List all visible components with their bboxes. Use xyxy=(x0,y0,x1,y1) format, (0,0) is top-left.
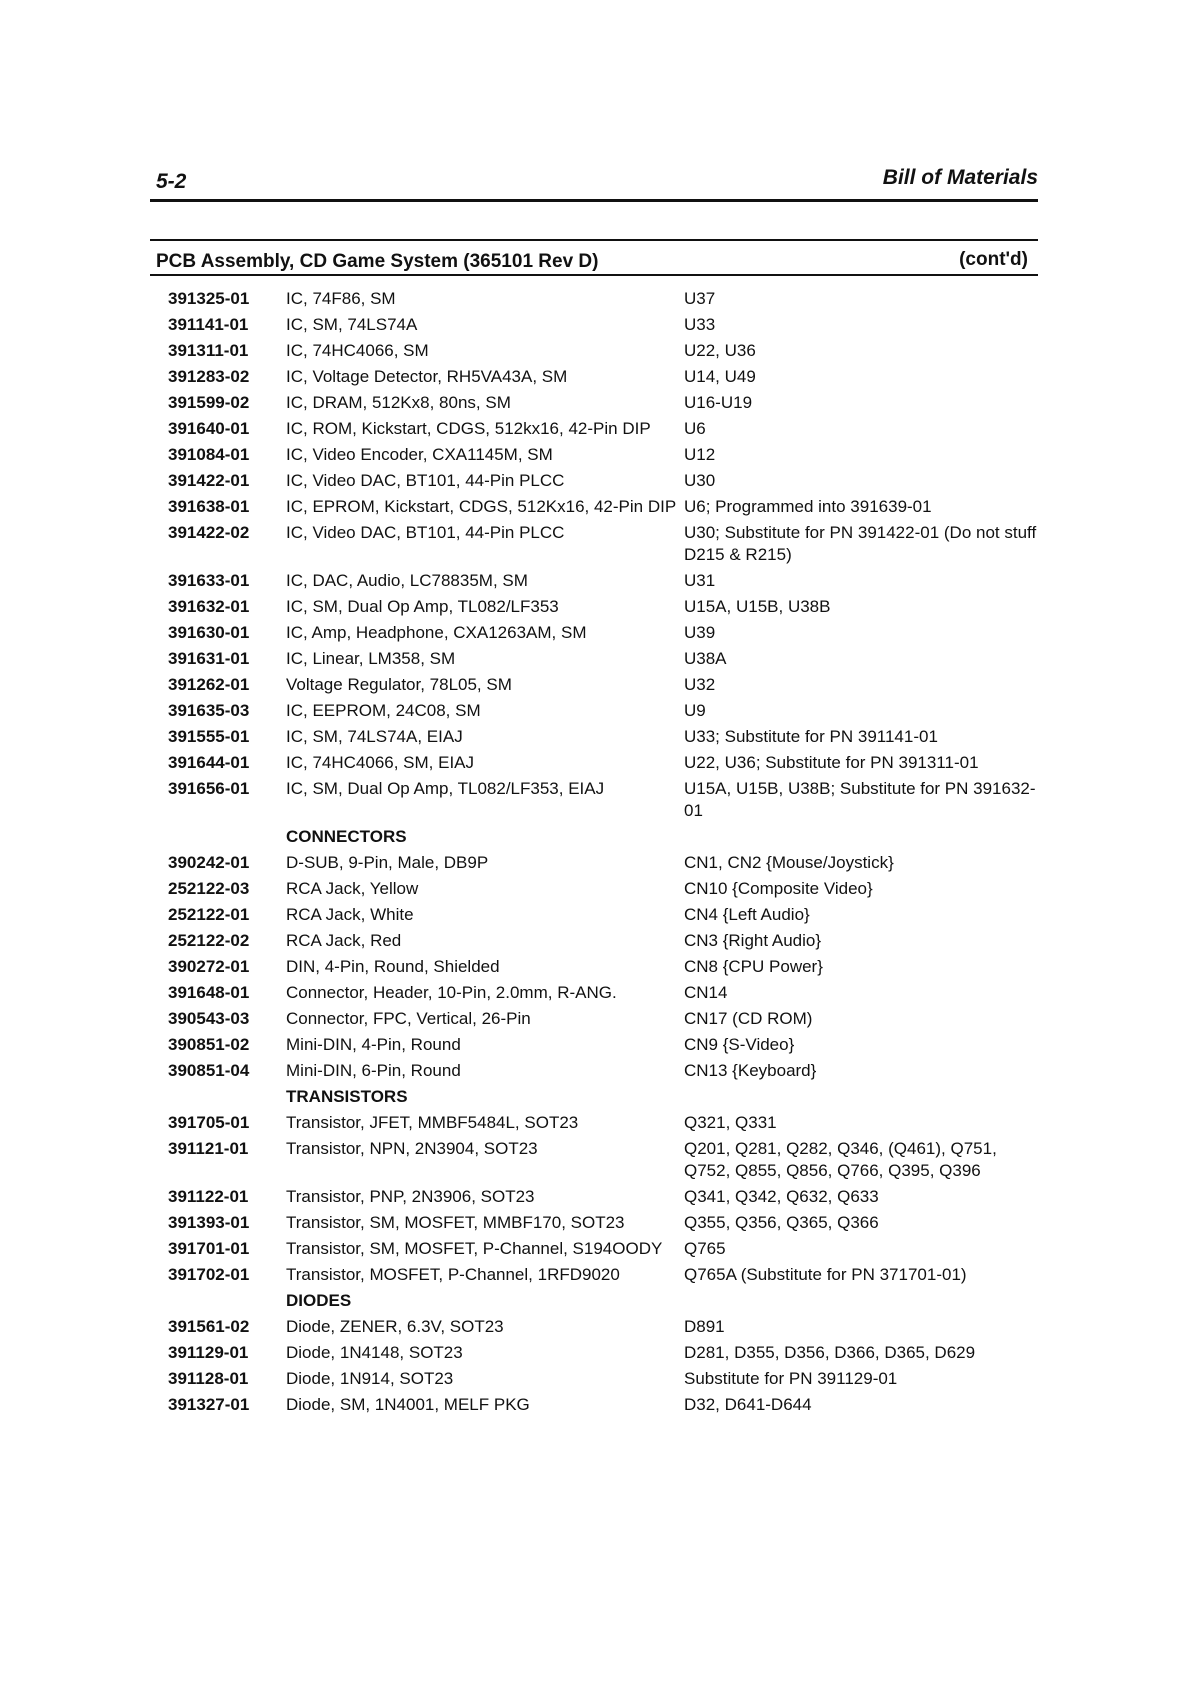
reference-cell: U38A xyxy=(684,649,727,668)
reference-cell: Q355, Q356, Q365, Q366 xyxy=(684,1213,879,1232)
table-row xyxy=(168,1186,1048,1212)
table-row xyxy=(168,418,1048,444)
reference-cell: U15A, U15B, U38B; Substitute for PN 391632-01 xyxy=(684,779,1036,820)
description-cell: Transistor, JFET, MMBF5484L, SOT23 xyxy=(286,1113,579,1132)
reference-cell: CN14 xyxy=(684,983,728,1002)
reference-cell: U22, U36; Substitute for PN 391311-01 xyxy=(684,753,979,772)
reference-cell: U14, U49 xyxy=(684,367,756,386)
reference-cell: CN9 {S-Video} xyxy=(684,1035,795,1054)
table-row xyxy=(168,700,1048,726)
part-number-cell: 391633-01 xyxy=(168,571,250,590)
table-row xyxy=(168,1112,1048,1138)
part-number-cell: 391638-01 xyxy=(168,497,250,516)
description-cell: Diode, ZENER, 6.3V, SOT23 xyxy=(286,1317,504,1336)
description-cell: IC, Video Encoder, CXA1145M, SM xyxy=(286,445,553,464)
description-cell: IC, Amp, Headphone, CXA1263AM, SM xyxy=(286,623,587,642)
category-heading-row xyxy=(168,1086,1048,1112)
header-divider xyxy=(150,199,1038,202)
description-cell: Diode, SM, 1N4001, MELF PKG xyxy=(286,1395,530,1414)
reference-cell: CN3 {Right Audio} xyxy=(684,931,822,950)
page-number: 5-2 xyxy=(156,170,187,193)
reference-cell: D891 xyxy=(684,1317,725,1336)
part-number-cell: 390851-04 xyxy=(168,1061,250,1080)
reference-cell: CN8 {CPU Power} xyxy=(684,957,823,976)
table-row xyxy=(168,596,1048,622)
reference-cell: U32 xyxy=(684,675,716,694)
table-row xyxy=(168,878,1048,904)
table-row xyxy=(168,852,1048,878)
table-row xyxy=(168,674,1048,700)
table-row xyxy=(168,1138,1048,1186)
description-cell: DIN, 4-Pin, Round, Shielded xyxy=(286,957,500,976)
reference-cell: U33 xyxy=(684,315,716,334)
description-cell: Mini-DIN, 4-Pin, Round xyxy=(286,1035,461,1054)
description-cell: RCA Jack, White xyxy=(286,905,414,924)
reference-cell: Q341, Q342, Q632, Q633 xyxy=(684,1187,879,1206)
table-row xyxy=(168,1060,1048,1086)
description-cell: IC, SM, 74LS74A, EIAJ xyxy=(286,727,463,746)
description-cell: IC, 74HC4066, SM, EIAJ xyxy=(286,753,475,772)
reference-cell: CN10 {Composite Video} xyxy=(684,879,873,898)
part-number-cell: 391262-01 xyxy=(168,675,250,694)
table-row xyxy=(168,1034,1048,1060)
reference-cell: Q765 xyxy=(684,1239,726,1258)
description-cell: IC, Linear, LM358, SM xyxy=(286,649,456,668)
description-cell: IC, EEPROM, 24C08, SM xyxy=(286,701,481,720)
reference-cell: U9 xyxy=(684,701,706,720)
reference-cell: U22, U36 xyxy=(684,341,756,360)
table-row xyxy=(168,982,1048,1008)
reference-cell: Q201, Q281, Q282, Q346, (Q461), Q751, Q752, Q855, Q856, Q766, Q395, Q396 xyxy=(684,1139,997,1180)
table-row xyxy=(168,522,1048,570)
description-cell: Connector, FPC, Vertical, 26-Pin xyxy=(286,1009,531,1028)
table-row xyxy=(168,288,1048,314)
table-row xyxy=(168,392,1048,418)
reference-cell: U30 xyxy=(684,471,716,490)
part-number-cell: 391705-01 xyxy=(168,1113,250,1132)
table-row xyxy=(168,444,1048,470)
description-cell: IC, SM, 74LS74A xyxy=(286,315,418,334)
table-row xyxy=(168,1368,1048,1394)
part-number-cell: 391325-01 xyxy=(168,289,250,308)
table-row xyxy=(168,1264,1048,1290)
description-cell: IC, 74F86, SM xyxy=(286,289,396,308)
part-number-cell xyxy=(168,1086,286,1108)
reference-cell: U6; Programmed into 391639-01 xyxy=(684,497,932,516)
part-number-cell: 390543-03 xyxy=(168,1009,250,1028)
description-cell: Transistor, MOSFET, P-Channel, 1RFD9020 xyxy=(286,1265,620,1284)
description-cell: RCA Jack, Red xyxy=(286,931,402,950)
part-number-cell: 391283-02 xyxy=(168,367,250,386)
table-row xyxy=(168,1394,1048,1420)
table-row xyxy=(168,752,1048,778)
description-cell: Connector, Header, 10-Pin, 2.0mm, R-ANG. xyxy=(286,983,617,1002)
description-cell: IC, DRAM, 512Kx8, 80ns, SM xyxy=(286,393,511,412)
part-number-cell: 391635-03 xyxy=(168,701,250,720)
reference-cell: Q321, Q331 xyxy=(684,1113,777,1132)
reference-cell: U6 xyxy=(684,419,706,438)
reference-cell: CN4 {Left Audio} xyxy=(684,905,810,924)
description-cell: IC, DAC, Audio, LC78835M, SM xyxy=(286,571,528,590)
table-row xyxy=(168,726,1048,752)
description-cell: Transistor, SM, MOSFET, MMBF170, SOT23 xyxy=(286,1213,625,1232)
part-number-cell: 391702-01 xyxy=(168,1265,250,1284)
part-number-cell: 390272-01 xyxy=(168,957,250,976)
description-cell: DIODES xyxy=(286,1291,352,1310)
table-row xyxy=(168,778,1048,826)
section-top-divider xyxy=(150,239,1038,241)
reference-cell xyxy=(684,1086,1044,1108)
reference-cell xyxy=(684,1290,1044,1312)
part-number-cell: 391648-01 xyxy=(168,983,250,1002)
description-cell: IC, 74HC4066, SM xyxy=(286,341,429,360)
bom-table xyxy=(168,288,1048,1420)
category-heading-row xyxy=(168,1290,1048,1316)
table-row xyxy=(168,1316,1048,1342)
part-number-cell: 391084-01 xyxy=(168,445,250,464)
part-number-cell xyxy=(168,1290,286,1312)
description-cell: IC, SM, Dual Op Amp, TL082/LF353, EIAJ xyxy=(286,779,605,798)
section-title: PCB Assembly, CD Game System (365101 Rev D) xyxy=(156,251,599,272)
description-cell: D-SUB, 9-Pin, Male, DB9P xyxy=(286,853,489,872)
part-number-cell: 391129-01 xyxy=(168,1343,249,1362)
table-row xyxy=(168,1008,1048,1034)
description-cell: TRANSISTORS xyxy=(286,1087,408,1106)
description-cell: CONNECTORS xyxy=(286,827,407,846)
table-row xyxy=(168,956,1048,982)
reference-cell: U15A, U15B, U38B xyxy=(684,597,831,616)
reference-cell: U12 xyxy=(684,445,716,464)
table-row xyxy=(168,930,1048,956)
description-cell: IC, SM, Dual Op Amp, TL082/LF353 xyxy=(286,597,559,616)
reference-cell: U33; Substitute for PN 391141-01 xyxy=(684,727,938,746)
description-cell: Diode, 1N914, SOT23 xyxy=(286,1369,454,1388)
reference-cell xyxy=(684,826,1044,848)
part-number-cell: 391121-01 xyxy=(168,1139,249,1158)
reference-cell: CN1, CN2 {Mouse/Joystick} xyxy=(684,853,894,872)
part-number-cell: 391141-01 xyxy=(168,315,249,334)
part-number-cell: 391632-01 xyxy=(168,597,250,616)
document-title: Bill of Materials xyxy=(882,166,1038,189)
part-number-cell: 391327-01 xyxy=(168,1395,250,1414)
reference-cell: D281, D355, D356, D366, D365, D629 xyxy=(684,1343,976,1362)
part-number-cell: 391644-01 xyxy=(168,753,250,772)
description-cell: Transistor, NPN, 2N3904, SOT23 xyxy=(286,1139,538,1158)
description-cell: Diode, 1N4148, SOT23 xyxy=(286,1343,463,1362)
part-number-cell: 391630-01 xyxy=(168,623,250,642)
reference-cell: U30; Substitute for PN 391422-01 (Do not stuff D215 & R215) xyxy=(684,523,1037,564)
part-number-cell: 391631-01 xyxy=(168,649,250,668)
reference-cell: CN13 {Keyboard} xyxy=(684,1061,817,1080)
part-number-cell: 391393-01 xyxy=(168,1213,250,1232)
section-continued-label: (cont'd) xyxy=(959,249,1028,270)
part-number-cell: 391122-01 xyxy=(168,1187,249,1206)
section-bottom-divider xyxy=(150,274,1038,276)
part-number-cell: 391311-01 xyxy=(168,341,249,360)
table-row xyxy=(168,1212,1048,1238)
reference-cell: U37 xyxy=(684,289,716,308)
part-number-cell: 391555-01 xyxy=(168,727,250,746)
description-cell: Voltage Regulator, 78L05, SM xyxy=(286,675,512,694)
table-row xyxy=(168,648,1048,674)
part-number-cell: 252122-02 xyxy=(168,931,250,950)
table-row xyxy=(168,366,1048,392)
reference-cell: Substitute for PN 391129-01 xyxy=(684,1369,898,1388)
description-cell: IC, EPROM, Kickstart, CDGS, 512Kx16, 42-Pin DIP xyxy=(286,497,677,516)
table-row xyxy=(168,622,1048,648)
reference-cell: D32, D641-D644 xyxy=(684,1395,812,1414)
part-number-cell: 391701-01 xyxy=(168,1239,250,1258)
reference-cell: U31 xyxy=(684,571,716,590)
part-number-cell: 391561-02 xyxy=(168,1317,250,1336)
part-number-cell: 391422-01 xyxy=(168,471,250,490)
description-cell: Transistor, SM, MOSFET, P-Channel, S194OODY xyxy=(286,1239,663,1258)
part-number-cell: 391656-01 xyxy=(168,779,250,798)
description-cell: IC, Video DAC, BT101, 44-Pin PLCC xyxy=(286,523,565,542)
part-number-cell: 252122-01 xyxy=(168,905,250,924)
part-number-cell: 391128-01 xyxy=(168,1369,249,1388)
description-cell: RCA Jack, Yellow xyxy=(286,879,419,898)
description-cell: IC, Video DAC, BT101, 44-Pin PLCC xyxy=(286,471,565,490)
table-row xyxy=(168,470,1048,496)
part-number-cell: 252122-03 xyxy=(168,879,250,898)
table-row xyxy=(168,314,1048,340)
table-row xyxy=(168,1238,1048,1264)
description-cell: Transistor, PNP, 2N3906, SOT23 xyxy=(286,1187,535,1206)
table-row xyxy=(168,1342,1048,1368)
description-cell: IC, Voltage Detector, RH5VA43A, SM xyxy=(286,367,568,386)
part-number-cell: 391599-02 xyxy=(168,393,250,412)
category-heading-row xyxy=(168,826,1048,852)
table-row xyxy=(168,496,1048,522)
reference-cell: U39 xyxy=(684,623,716,642)
reference-cell: CN17 (CD ROM) xyxy=(684,1009,813,1028)
part-number-cell: 390242-01 xyxy=(168,853,250,872)
description-cell: Mini-DIN, 6-Pin, Round xyxy=(286,1061,461,1080)
part-number-cell: 390851-02 xyxy=(168,1035,250,1054)
reference-cell: Q765A (Substitute for PN 371701-01) xyxy=(684,1265,967,1284)
reference-cell: U16-U19 xyxy=(684,393,753,412)
description-cell: IC, ROM, Kickstart, CDGS, 512kx16, 42-Pin DIP xyxy=(286,419,651,438)
table-row xyxy=(168,570,1048,596)
table-row xyxy=(168,340,1048,366)
part-number-cell: 391640-01 xyxy=(168,419,250,438)
part-number-cell xyxy=(168,826,286,848)
table-row xyxy=(168,904,1048,930)
part-number-cell: 391422-02 xyxy=(168,523,250,542)
